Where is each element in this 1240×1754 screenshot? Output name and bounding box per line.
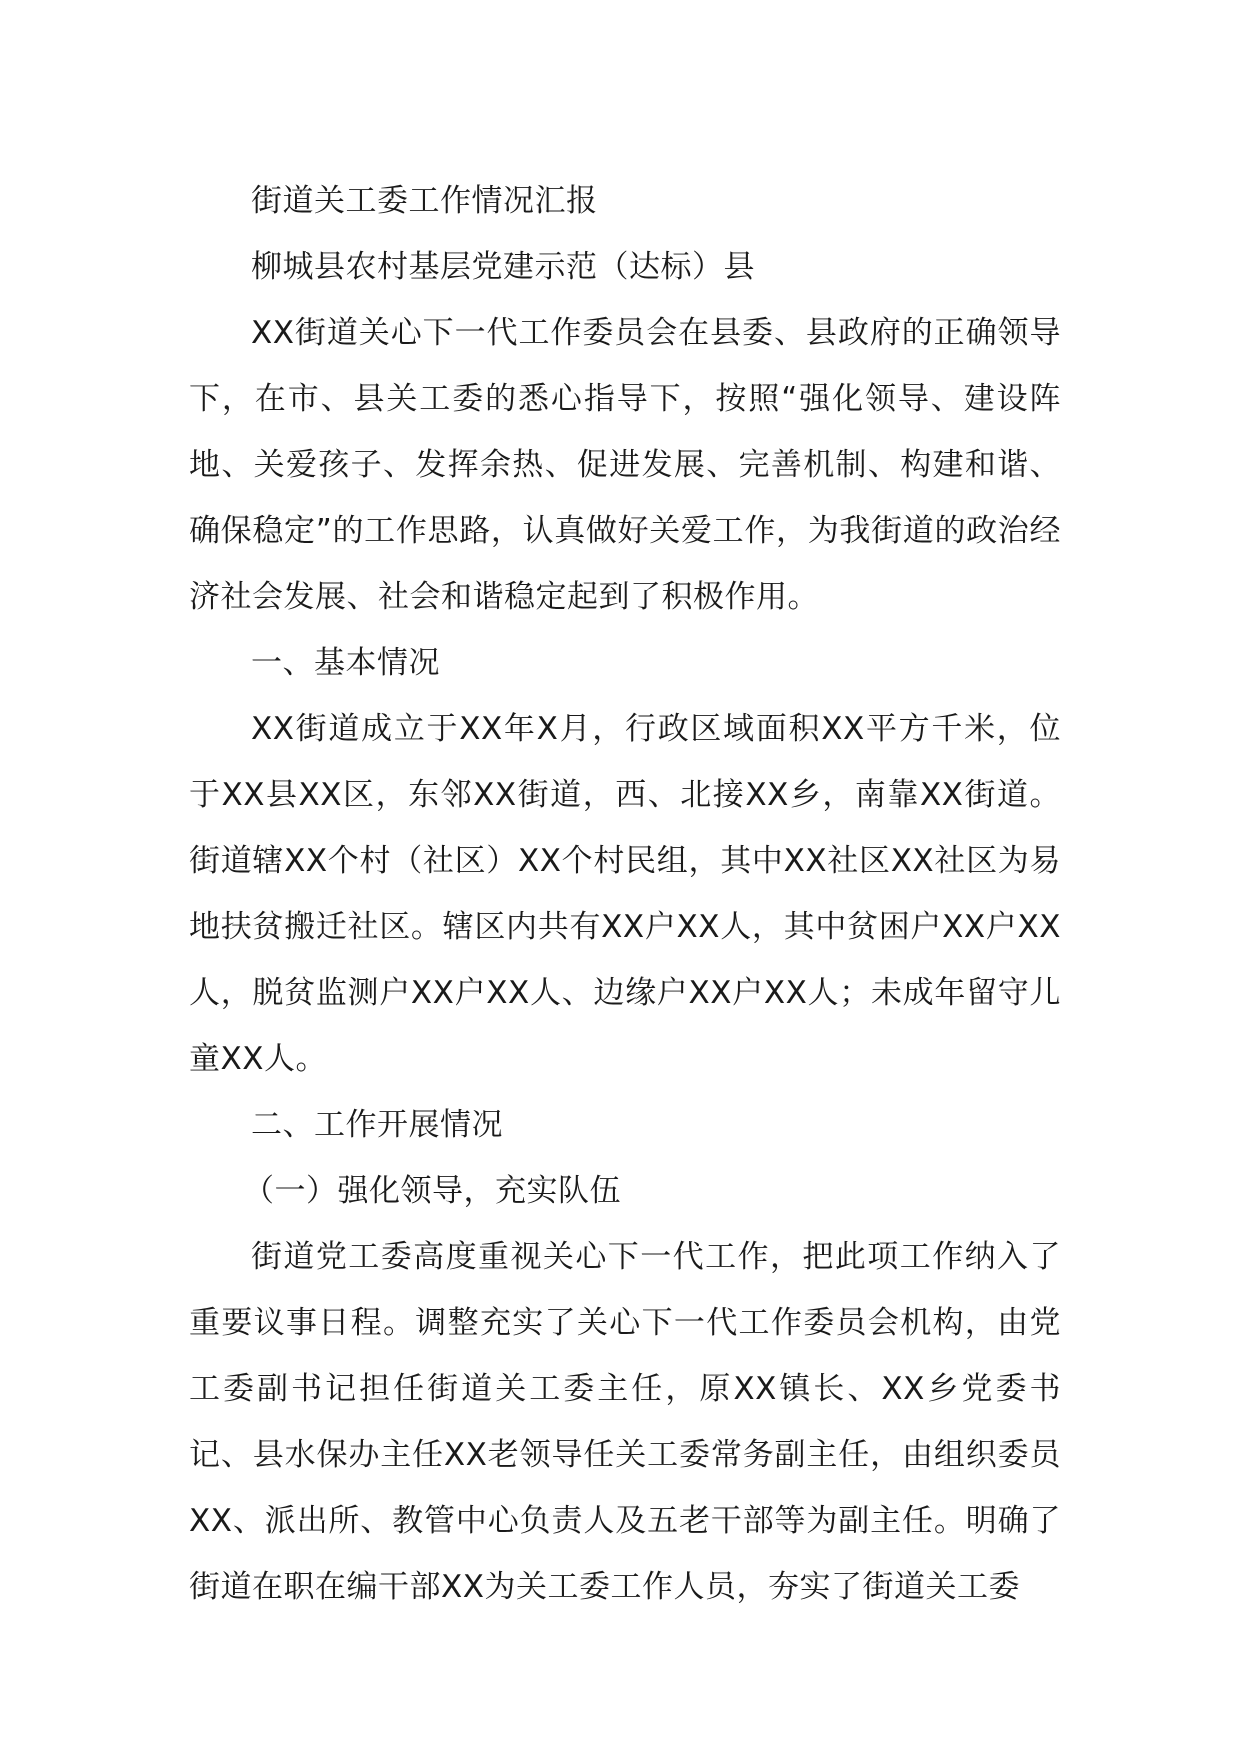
- document-body: [189, 168, 1061, 1620]
- basic-situation-paragraph: XX街道成立于XX年X月，行政区域面积XX平方千米，位于XX县XX区，东邻XX街道，西、北接XX乡，南靠XX街道。街道辖XX个村（社区）XX个村民组，其中XX社区XX社区为易地扶贫搬迁社区。辖区内共有XX户XX人，其中贫困户XX户XX人，脱贫监测户XX户XX人、边缘户XX户XX人；未成年留守儿童XX人。: [189, 711, 1061, 1077]
- section-heading-work-progress: 二、工作开展情况: [251, 1107, 503, 1143]
- intro-paragraph: XX街道关心下一代工作委员会在县委、县政府的正确领导下，在市、县关工委的悉心指导下，按照“强化领导、建设阵地、关爱孩子、发挥余热、促进发展、完善机制、构建和谐、确保稳定”的工作思路，认真做好关爱工作，为我街道的政治经济社会发展、社会和谐稳定起到了积极作用。: [189, 315, 1061, 615]
- document-subtitle: 柳城县农村基层党建示范（达标）县: [251, 249, 755, 285]
- leadership-paragraph: 街道党工委高度重视关心下一代工作，把此项工作纳入了重要议事日程。调整充实了关心下一代工作委员会机构，由党工委副书记担任街道关工委主任，原XX镇长、XX乡党委书记、县水保办主任XX老领导任关工委常务副主任，由组织委员XX、派出所、教管中心负责人及五老干部等为副主任。明确了街道在职在编干部XX为关工委工作人员，夯实了街道关工委: [189, 1239, 1061, 1605]
- document-title: 街道关工委工作情况汇报: [251, 183, 598, 219]
- section-heading-basic-situation: 一、基本情况: [251, 645, 440, 681]
- subsection-heading-leadership: （一）强化领导，充实队伍: [243, 1173, 621, 1209]
